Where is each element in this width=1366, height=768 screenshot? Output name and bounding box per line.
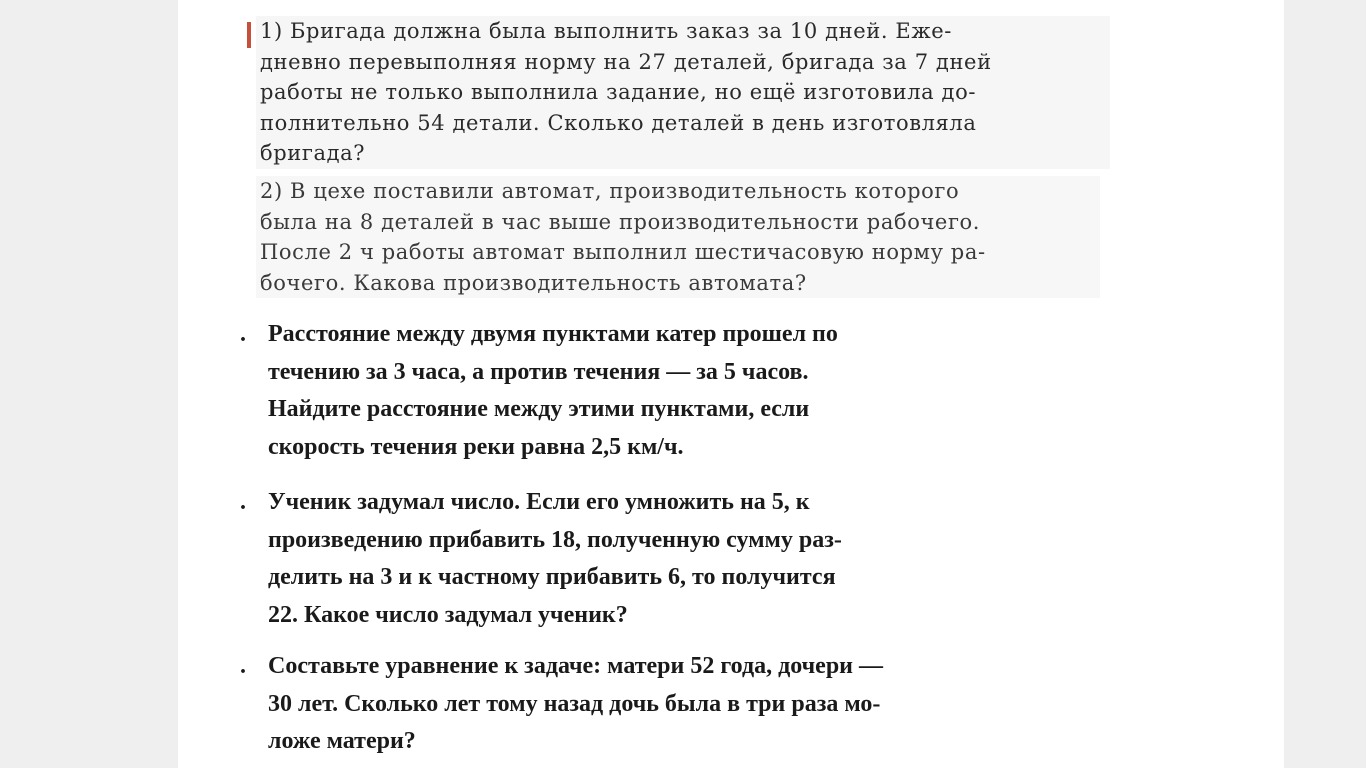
problem-2	[256, 176, 1100, 298]
textbook-page	[178, 0, 1284, 768]
problem-line: была на 8 деталей в час выше производительности рабочего.	[260, 209, 981, 234]
problem-5	[240, 648, 974, 761]
problem-line: Найдите расстояние между этими пунктами, если	[268, 396, 810, 422]
problem-line: дневно перевыполняя норму на 27 деталей, бригада за 7 дней	[260, 49, 992, 74]
problem-line: 2) В цехе поставили автомат, производительность которого	[260, 179, 960, 203]
problem-line: полнительно 54 детали. Сколько деталей в день изготовляла	[260, 110, 977, 135]
problem-4	[240, 484, 974, 634]
problem-line: бочего. Какова производительность автомата?	[260, 270, 807, 295]
problem-line: После 2 ч работы автомат выполнил шестичасовую норму ра-	[260, 240, 986, 264]
problem-bullet: .	[240, 321, 246, 347]
problem-line: 22. Какое число задумал ученик?	[268, 601, 628, 628]
problem-line: бригада?	[260, 141, 366, 165]
problem-line: делить на 3 и к частному прибавить 6, то получится	[268, 564, 836, 590]
problem-line: 30 лет. Сколько лет тому назад дочь была в три раза мо-	[268, 690, 881, 717]
problem-line: течению за 3 часа, а против течения — за 5 часов.	[268, 358, 809, 385]
problem-1	[256, 16, 1110, 169]
problem-bullet: .	[240, 653, 246, 679]
problem-line: 1) Бригада должна была выполнить заказ за 10 дней. Еже-	[260, 19, 952, 43]
problem-line: ложе матери?	[268, 728, 416, 754]
problem-3	[240, 316, 974, 466]
page-marker	[247, 22, 251, 48]
problem-line: Расстояние между двумя пунктами катер прошел по	[268, 321, 838, 347]
problem-line: произведению прибавить 18, полученную сумму раз-	[268, 526, 842, 553]
problem-line: скорость течения реки равна 2,5 км/ч.	[268, 433, 684, 460]
problem-line: работы не только выполнила задание, но ещё изготовила до-	[260, 80, 977, 104]
problem-line: Ученик задумал число. Если его умножить на 5, к	[268, 489, 810, 515]
problem-line: Составьте уравнение к задаче: матери 52 года, дочери —	[268, 653, 883, 679]
problem-bullet: .	[240, 489, 246, 515]
